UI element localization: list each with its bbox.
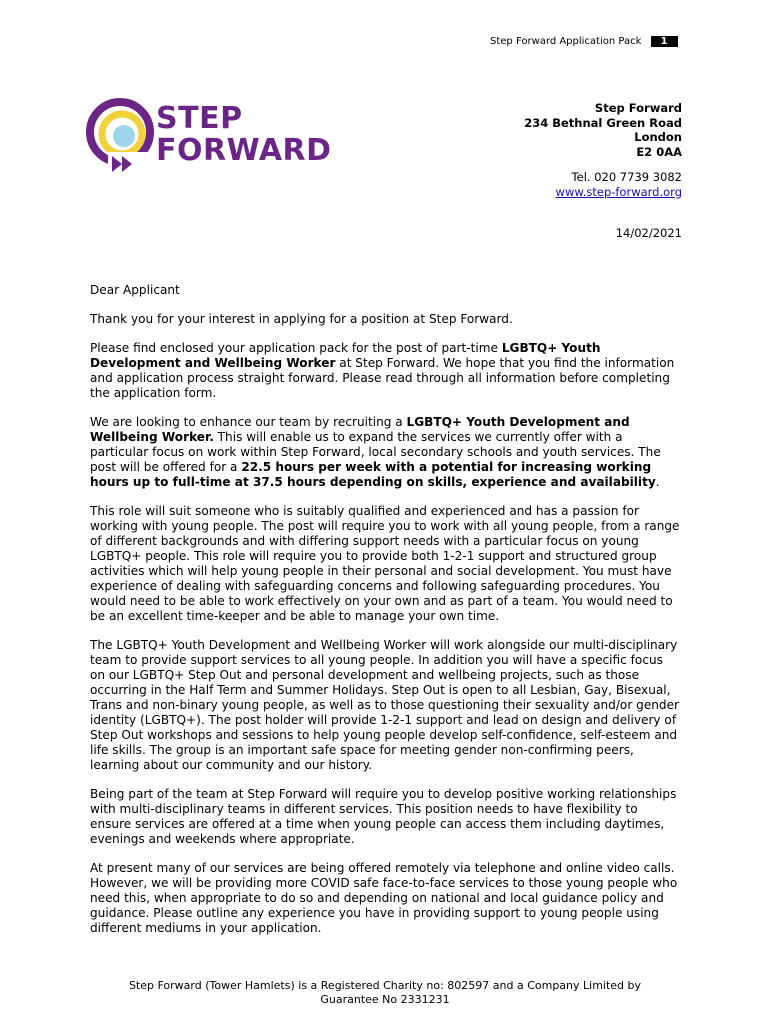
telephone: Tel. 020 7739 3082 — [571, 170, 682, 184]
address-city: London — [634, 130, 682, 144]
step-forward-logo — [84, 96, 332, 178]
pack-title: Step Forward Application Pack — [490, 36, 642, 47]
sender-address — [524, 101, 682, 159]
contact-details — [556, 170, 682, 199]
paragraph-3: We are looking to enhance our team by recruiting a LGBTQ+ Youth Development and Wellbeing Worker. This will enable us to expand the services we currently offer with a particular focus on work within Step Forward, local secondary schools and youth services. The post will be offered for a 22.5 hours per week with a potential for increasing working hours up to full-time at 37.5 hours depending on skills, experience and availability. — [90, 415, 661, 489]
logo-word-forward: FORWARD — [156, 133, 332, 168]
letter-date: 14/02/2021 — [615, 226, 682, 240]
page-header — [490, 36, 678, 47]
address-street: 234 Bethnal Green Road — [524, 115, 682, 130]
paragraph-6: Being part of the team at Step Forward will require you to develop positive working relationships with multi-disciplinary teams in different services. This position needs to have flexibility to ensure services are offered at a time when young people can access them including daytimes, evenings and weekends where appropriate. — [90, 787, 677, 846]
paragraph-4: This role will suit someone who is suitably qualified and experienced and has a passion for working with young people. The post will require you to work with all young people, from a range of different backgrounds and with differing support needs with a particular focus on young LGBTQ+ people. This role will require you to provide both 1-2-1 support and structured group activities which will help young people in their personal and social development. You must have experience of dealing with safeguarding concerns and following safeguarding procedures. You would need to be able to work effectively on your own and as part of a team. You would need to be an excellent time-keeper and be able to manage your own time. — [90, 504, 680, 623]
salutation: Dear Applicant — [90, 283, 180, 297]
paragraph-7: At present many of our services are being offered remotely via telephone and online video calls. However, we will be providing more COVID safe face-to-face services to those young people who need this, when appropriate to do so and depending on national and local guidance policy and guidance. Please outline any experience you have in providing support to young people using different mediums in your application. — [90, 861, 678, 935]
address-postcode: E2 0AA — [636, 144, 682, 159]
paragraph-2: Please find enclosed your application pack for the post of part-time LGBTQ+ Youth Development and Wellbeing Worker at Step Forward. We hope that you find the information and application process straight forward. Please read through all information before completing the application form. — [90, 341, 675, 400]
address-org: Step Forward — [594, 101, 682, 115]
page-footer — [0, 979, 770, 1006]
footer-line-1: Step Forward (Tower Hamlets) is a Registered Charity no: 802597 and a Company Limited by — [128, 979, 642, 992]
paragraph-5: The LGBTQ+ Youth Development and Wellbeing Worker will work alongside our multi-disciplinary team to provide support services to all young people. In addition you will have a specific focus on our LGBTQ+ Step Out and personal development and wellbeing projects, such as those occurring in the Half Term and Summer Holidays. Step Out is open to all Lesbian, Gay, Bisexual, Trans and non-binary young people, as well as to those questioning their sexuality and/or gender identity (LGBTQ+). The post holder will provide 1-2-1 support and lead on design and delivery of Step Out workshops and sessions to help young people develop self-confidence, self-esteem and life skills. The group is an important safe space for meeting gender non-confirming peers, learning about our community and our history. — [90, 638, 680, 772]
letter-body — [90, 283, 680, 950]
logo-mark-icon — [84, 96, 156, 178]
paragraph-1: Thank you for your interest in applying for a position at Step Forward. — [90, 312, 513, 326]
website-link[interactable]: www.step-forward.org — [555, 184, 682, 199]
footer-line-2: Guarantee No 2331231 — [320, 992, 450, 1006]
logo-word-step: STEP — [156, 101, 243, 136]
page-number: 1 — [651, 36, 678, 47]
